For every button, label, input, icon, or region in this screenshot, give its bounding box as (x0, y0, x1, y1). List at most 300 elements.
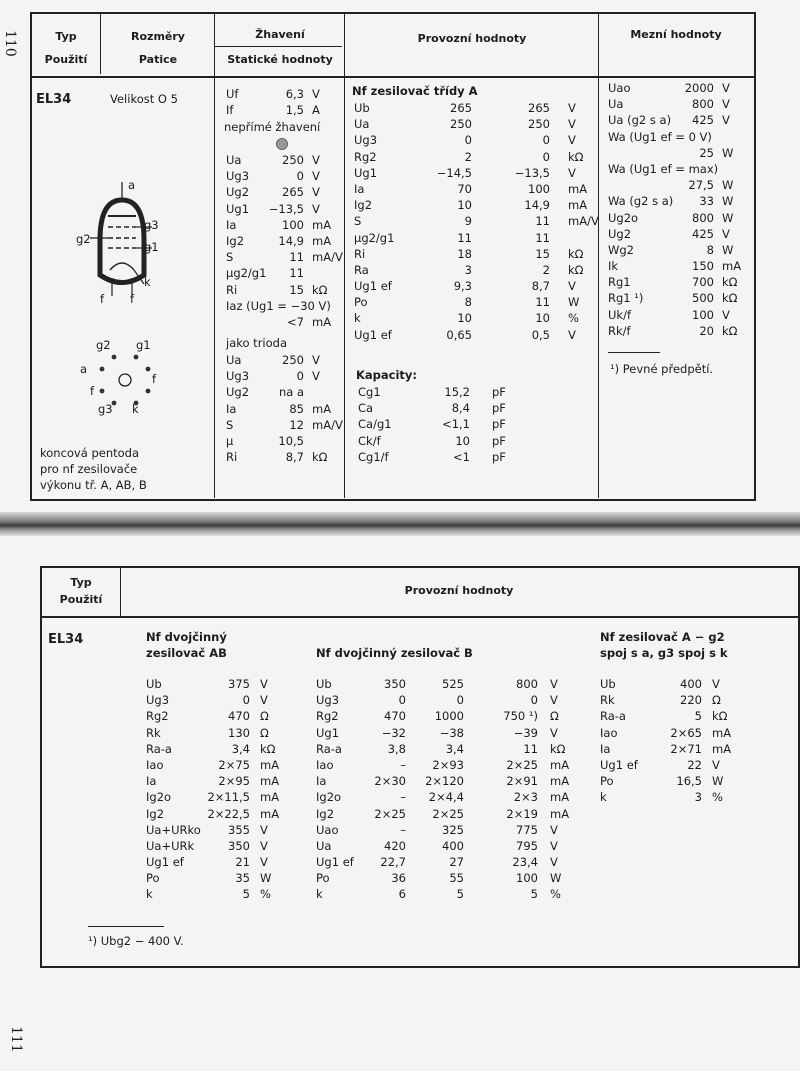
triode-value: 8,7 (285, 450, 304, 465)
limit-unit (722, 129, 752, 145)
ab-symbol: k (146, 887, 153, 902)
class-a-value: 250 (528, 117, 550, 132)
b-unit: W (550, 871, 562, 886)
class-a-title: Nf zesilovač třídy A (352, 84, 478, 98)
ab-value: 5 (242, 887, 250, 902)
ab-unit: V (260, 693, 268, 708)
b-value: 5 (530, 887, 538, 902)
description-line-1: koncová pentoda (40, 446, 139, 460)
limit-symbol: Rg1 (608, 275, 631, 290)
divider (120, 568, 121, 616)
class-a-symbol: k (354, 311, 361, 326)
triode-values (256, 352, 304, 465)
class-a-value: 3 (464, 262, 472, 277)
limit-symbol: Rg1 ¹) (608, 291, 644, 306)
static-symbol: Ug2 (226, 185, 250, 200)
b-value: 5 (456, 887, 464, 902)
class-a-value: 11 (535, 295, 550, 310)
capacity-symbols (358, 384, 418, 465)
ab-title-1: Nf dvojčinný (146, 630, 227, 644)
c-value: 400 (680, 677, 702, 691)
ab-value: 0 (242, 693, 250, 708)
limit-unit: V (722, 226, 730, 241)
capacity-units (492, 384, 522, 465)
limit-symbol: Ua (608, 97, 624, 112)
b-value: 2×25 (432, 806, 464, 821)
ab-unit: kΩ (260, 741, 276, 756)
ab-symbol: Iao (146, 757, 164, 772)
c-symbol: Ra-a (600, 709, 626, 724)
capacity-unit: pF (492, 401, 506, 416)
class-a-unit: V (568, 279, 576, 294)
b-units (550, 676, 580, 903)
class-a-value: 15 (535, 246, 550, 261)
static-symbol: Ri (226, 282, 238, 297)
ab-unit: mA (260, 806, 280, 821)
b-value: 0 (530, 693, 538, 708)
b-values-3 (478, 676, 538, 903)
limit-symbol: Wa (g2 s a) (608, 194, 674, 209)
capacity-unit: pF (492, 385, 506, 399)
tube-label-g1: g1 (144, 240, 159, 254)
limit-unit: V (722, 113, 730, 128)
limit-symbol: Wa (Ug1 ef = 0 V) (608, 129, 712, 144)
socket-label-g1: g1 (136, 338, 151, 352)
class-a-unit: V (568, 101, 576, 115)
capacity-symbol: Ck/f (358, 433, 381, 448)
static-symbol: Ug3 (226, 169, 250, 184)
c-unit: % (712, 790, 723, 805)
limit-value: 700 (692, 275, 714, 290)
ab-value: 130 (228, 725, 250, 740)
class-a-values-1 (420, 100, 472, 343)
static-symbol: Ia (226, 217, 237, 232)
ab-unit: V (260, 838, 268, 853)
b-symbol: Ua (316, 838, 332, 853)
class-a-value: 70 (457, 181, 472, 196)
capacity-value: <1 (453, 449, 470, 464)
b-title: Nf dvojčinný zesilovač B (316, 646, 473, 660)
class-a-symbol: Ri (354, 246, 366, 261)
ab-title-2: zesilovač AB (146, 646, 227, 660)
class-a-units (568, 100, 598, 343)
static-values (262, 152, 304, 330)
c-unit: W (712, 774, 724, 789)
static-value: <7 (287, 314, 304, 329)
header-separator (30, 76, 754, 78)
class-a-symbol: Ug1 ef (354, 279, 392, 294)
class-a-symbol: Ia (354, 181, 365, 196)
capacity-value: 10 (455, 433, 470, 448)
static-value: 11 (289, 250, 304, 265)
limit-unit: V (722, 97, 730, 112)
static-unit (312, 298, 346, 314)
static-symbol: Iaz (Ug1 = −30 V) (226, 298, 331, 313)
triode-symbol: Ua (226, 353, 242, 367)
b-value: −32 (381, 725, 406, 740)
ab-symbol: Ua+URko (146, 822, 201, 837)
type-name: EL34 (48, 632, 84, 647)
ab-symbol: Rk (146, 725, 161, 740)
book-gutter (0, 512, 800, 536)
socket-label-f2: f (90, 384, 95, 398)
class-a-value: 250 (450, 117, 472, 132)
heating-symbols: Uf If (226, 87, 239, 118)
ab-symbol: Ug3 (146, 693, 170, 708)
b-value: 1000 (434, 709, 464, 724)
limit-symbol: Wg2 (608, 242, 634, 257)
class-a-value: 8,7 (531, 279, 550, 294)
c-value: 220 (680, 693, 702, 708)
ab-unit: % (260, 887, 271, 902)
divider (598, 14, 599, 498)
tube-label-g3: g3 (144, 218, 159, 232)
c-title-1: Nf zesilovač A − g2 (600, 630, 725, 644)
b-value: 3,4 (445, 741, 464, 756)
triode-unit (312, 433, 346, 449)
c-unit: kΩ (712, 709, 728, 724)
b-value: 800 (516, 677, 538, 691)
heater-dot-icon (276, 138, 288, 150)
b-symbol: Uao (316, 822, 339, 837)
b-symbol: Ig2o (316, 790, 342, 805)
class-a-values-2 (494, 100, 550, 343)
limit-value: 150 (692, 259, 714, 274)
class-a-unit: mA (568, 181, 588, 196)
b-unit: V (550, 725, 558, 740)
b-unit: % (550, 887, 561, 902)
ab-symbol: Ua+URk (146, 838, 195, 853)
static-symbol: Ug1 (226, 201, 250, 216)
b-value: 2×19 (506, 806, 538, 821)
limit-unit: kΩ (722, 323, 738, 338)
socket-label-g3: g3 (98, 402, 113, 416)
b-symbol: Ug3 (316, 693, 340, 708)
ab-unit: mA (260, 757, 280, 772)
b-value: 2×120 (425, 774, 464, 789)
ab-symbol: Ia (146, 774, 157, 789)
class-a-unit: mA (568, 198, 588, 213)
ab-units (260, 676, 290, 903)
socket-label-g2: g2 (96, 338, 111, 352)
class-a-value: −14,5 (436, 165, 472, 180)
tube-label-k: k (144, 275, 151, 289)
triode-symbol: Ri (226, 450, 238, 465)
tube-label-a: a (128, 178, 136, 192)
type-name: EL34 (36, 92, 72, 107)
limit-unit: W (722, 178, 734, 193)
b-value: 6 (398, 887, 406, 902)
limits-footnote: ¹) Pevné předpětí. (610, 362, 714, 376)
class-a-symbol: Ug1 ef (354, 327, 392, 342)
static-value: 11 (289, 266, 304, 281)
b-unit: V (550, 822, 558, 837)
description-line-2: pro nf zesilovače (40, 462, 138, 476)
ab-value: 350 (228, 838, 250, 853)
ab-value: 2×22,5 (207, 806, 250, 821)
class-a-unit: V (568, 165, 576, 180)
static-value: 265 (282, 185, 304, 200)
static-unit: V (312, 153, 320, 167)
ab-symbol: Ug1 ef (146, 855, 184, 870)
description-line-3: výkonu tř. A, AB, B (40, 478, 147, 492)
tube-label-g2: g2 (76, 232, 91, 246)
b-unit: V (550, 838, 558, 853)
triode-value: na a (278, 385, 304, 400)
b-unit: Ω (550, 709, 559, 724)
limit-unit: V (722, 81, 730, 95)
c-symbol: k (600, 790, 607, 805)
b-symbol: Po (316, 871, 330, 886)
ab-symbol: Ra-a (146, 741, 172, 756)
socket-label-k: k (132, 402, 139, 416)
c-value: 16,5 (676, 774, 702, 789)
ab-value: 35 (235, 871, 250, 886)
class-a-unit: V (568, 117, 576, 132)
header-pouziti: Použití (44, 53, 88, 66)
limit-symbol: Ik (608, 259, 619, 274)
c-unit: Ω (712, 693, 721, 708)
heating-values: 6,3 1,5 (285, 87, 304, 118)
page-number-bottom: 111 (8, 1026, 24, 1053)
static-unit: kΩ (312, 282, 328, 297)
c-unit: mA (712, 725, 732, 740)
b-unit: mA (550, 757, 570, 772)
c-unit: mA (712, 741, 732, 756)
capacity-unit: pF (492, 417, 506, 432)
triode-symbol: S (226, 417, 234, 432)
static-value: 100 (282, 217, 304, 232)
class-a-value: 11 (457, 230, 472, 245)
static-symbol: Ua (226, 153, 242, 167)
b-values-2 (420, 676, 464, 903)
page-110 (0, 0, 800, 512)
b-value: −38 (439, 725, 464, 740)
triode-units (312, 352, 346, 465)
static-unit: mA (312, 217, 332, 232)
header-rozmery: Rozměry (131, 30, 185, 43)
ab-unit: Ω (260, 709, 269, 724)
header-separator (40, 616, 798, 618)
c-symbol: Iao (600, 725, 618, 740)
page-number-top: 110 (2, 30, 18, 57)
ab-unit: W (260, 871, 272, 886)
b-value: – (400, 822, 406, 837)
b-unit: mA (550, 790, 570, 805)
c-value: 2×71 (670, 741, 702, 756)
limit-symbol: Ua (g2 s a) (608, 113, 672, 128)
capacity-value: <1,1 (442, 417, 470, 432)
limit-symbol: Ug2 (608, 226, 632, 241)
zhaveni-separator (215, 46, 342, 47)
class-a-value: 10 (457, 311, 472, 326)
footnote: ¹) Ubg2 − 400 V. (88, 934, 184, 948)
ab-value: 2×11,5 (207, 790, 250, 805)
b-value: 325 (442, 822, 464, 837)
class-a-value: 100 (528, 181, 550, 196)
limit-symbol: Uao (608, 81, 631, 95)
static-unit (312, 265, 346, 281)
ab-value: 21 (235, 855, 250, 870)
class-a-symbol: Ra (354, 262, 369, 277)
b-value: 2×25 (506, 757, 538, 772)
b-values-1 (366, 676, 406, 903)
triode-unit: kΩ (312, 450, 328, 465)
triode-symbol: Ug3 (226, 369, 250, 384)
tube-label-f2: f (130, 292, 135, 306)
b-value: −39 (513, 725, 538, 740)
capacity-values (420, 384, 470, 465)
triode-value: 12 (289, 417, 304, 432)
limit-unit: W (722, 210, 734, 225)
capacity-unit: pF (492, 433, 506, 448)
class-a-symbol: Ig2 (354, 198, 373, 213)
ab-value: 375 (228, 677, 250, 691)
class-a-symbol: Po (354, 295, 368, 310)
ab-unit: V (260, 855, 268, 870)
class-a-symbol: S (354, 214, 362, 229)
b-symbol: Rg2 (316, 709, 339, 724)
triode-title: jako trioda (226, 336, 287, 350)
b-value: – (400, 757, 406, 772)
class-a-value: 2 (542, 262, 550, 277)
divider (214, 14, 215, 498)
b-unit: V (550, 855, 558, 870)
static-symbol: S (226, 250, 234, 265)
static-value: 0 (296, 169, 304, 184)
header-zhaveni: Žhavení (255, 28, 305, 41)
b-value: 2×93 (432, 757, 464, 772)
class-a-value: 0 (542, 133, 550, 148)
limit-unit: W (722, 145, 734, 160)
limit-symbol: Wa (Ug1 ef = max) (608, 161, 719, 176)
footnote-rule (608, 352, 660, 353)
limit-values (672, 80, 714, 339)
footnote-rule (88, 926, 164, 927)
static-unit: mA (312, 314, 332, 329)
header-patice: Patice (138, 53, 178, 66)
ab-symbol: Ig2 (146, 806, 165, 821)
static-symbol: Ig2 (226, 233, 245, 248)
class-a-value: 265 (450, 101, 472, 115)
ab-value: 3,4 (231, 741, 250, 756)
header-provozni: Provozní hodnoty (417, 32, 527, 45)
class-a-symbol: Ug1 (354, 165, 378, 180)
limit-unit: kΩ (722, 291, 738, 306)
triode-unit: mA/V (312, 417, 343, 432)
c-title-2: spoj s a, g3 spoj s k (600, 646, 728, 660)
b-value: 2×3 (513, 790, 538, 805)
capacity-symbol: Ca/g1 (358, 417, 392, 432)
capacity-value: 8,4 (451, 401, 470, 416)
class-a-value: 0 (542, 149, 550, 164)
b-value: 525 (442, 677, 464, 691)
socket-label-f1: f (152, 372, 157, 386)
c-unit: V (712, 677, 720, 691)
ab-values (196, 676, 250, 903)
b-value: 775 (516, 822, 538, 837)
static-value: −13,5 (268, 201, 304, 216)
limit-unit: V (722, 307, 730, 322)
c-value: 3 (694, 790, 702, 805)
triode-symbol: Ug2 (226, 385, 250, 400)
header-mezni: Mezní hodnoty (630, 28, 722, 41)
static-unit: V (312, 201, 320, 216)
class-a-value: 2 (464, 149, 472, 164)
static-symbol: μg2/g1 (226, 266, 267, 281)
b-value: 795 (516, 838, 538, 853)
b-unit: kΩ (550, 741, 566, 756)
class-a-value: 9 (464, 214, 472, 229)
class-a-symbol: Ua (354, 117, 370, 132)
limit-value: 2000 (684, 81, 714, 95)
ab-symbol: Po (146, 871, 160, 886)
b-value: 400 (442, 838, 464, 853)
class-a-value: 10 (535, 311, 550, 326)
static-unit: V (312, 169, 320, 184)
heating-units: V A (312, 87, 320, 118)
limit-symbol: Uk/f (608, 307, 631, 322)
b-symbol: Ub (316, 677, 332, 691)
class-a-unit: kΩ (568, 246, 584, 261)
b-value: 2×25 (374, 806, 406, 821)
capacity-symbol: Cg1/f (358, 449, 389, 464)
class-a-value: 0,5 (531, 327, 550, 342)
class-a-value: 11 (535, 214, 550, 229)
static-value (262, 298, 304, 314)
b-value: 11 (523, 741, 538, 756)
page-111 (0, 536, 800, 1071)
limit-symbol: Rk/f (608, 323, 631, 338)
class-a-value: 0,65 (446, 327, 472, 342)
tube-label-f1: f (100, 292, 105, 306)
b-symbol: Iao (316, 757, 334, 772)
ab-symbol: Ig2o (146, 790, 172, 805)
triode-unit: V (312, 353, 320, 367)
heating-note: nepřímé žhavení (224, 120, 321, 134)
b-value: 36 (391, 871, 406, 886)
b-value: 0 (456, 693, 464, 708)
b-value: 2×30 (374, 774, 406, 789)
capacity-value: 15,2 (444, 385, 470, 399)
b-value: 420 (384, 838, 406, 853)
limit-value: 500 (692, 291, 714, 306)
limit-unit: kΩ (722, 275, 738, 290)
class-a-symbol: Ug3 (354, 133, 378, 148)
limit-value: 8 (706, 242, 714, 257)
c-symbol: Rk (600, 693, 615, 708)
static-unit: V (312, 185, 320, 200)
limit-units (722, 80, 752, 339)
triode-value: 10,5 (278, 433, 304, 448)
class-a-value: 18 (457, 246, 472, 261)
limit-value: 33 (699, 194, 714, 209)
c-values (660, 676, 702, 806)
class-a-value: 265 (528, 101, 550, 115)
c-symbol: Po (600, 774, 614, 789)
limit-value (672, 129, 714, 145)
b-value: 470 (384, 709, 406, 724)
ab-symbol: Rg2 (146, 709, 169, 724)
class-a-unit (568, 230, 598, 246)
c-symbol: Ub (600, 677, 616, 691)
b-unit: mA (550, 806, 570, 821)
limit-value: 20 (699, 323, 714, 338)
capacity-unit: pF (492, 449, 506, 464)
b-value: 100 (516, 871, 538, 886)
static-unit: mA/V (312, 250, 343, 265)
tube-size: Velikost O 5 (110, 92, 178, 106)
